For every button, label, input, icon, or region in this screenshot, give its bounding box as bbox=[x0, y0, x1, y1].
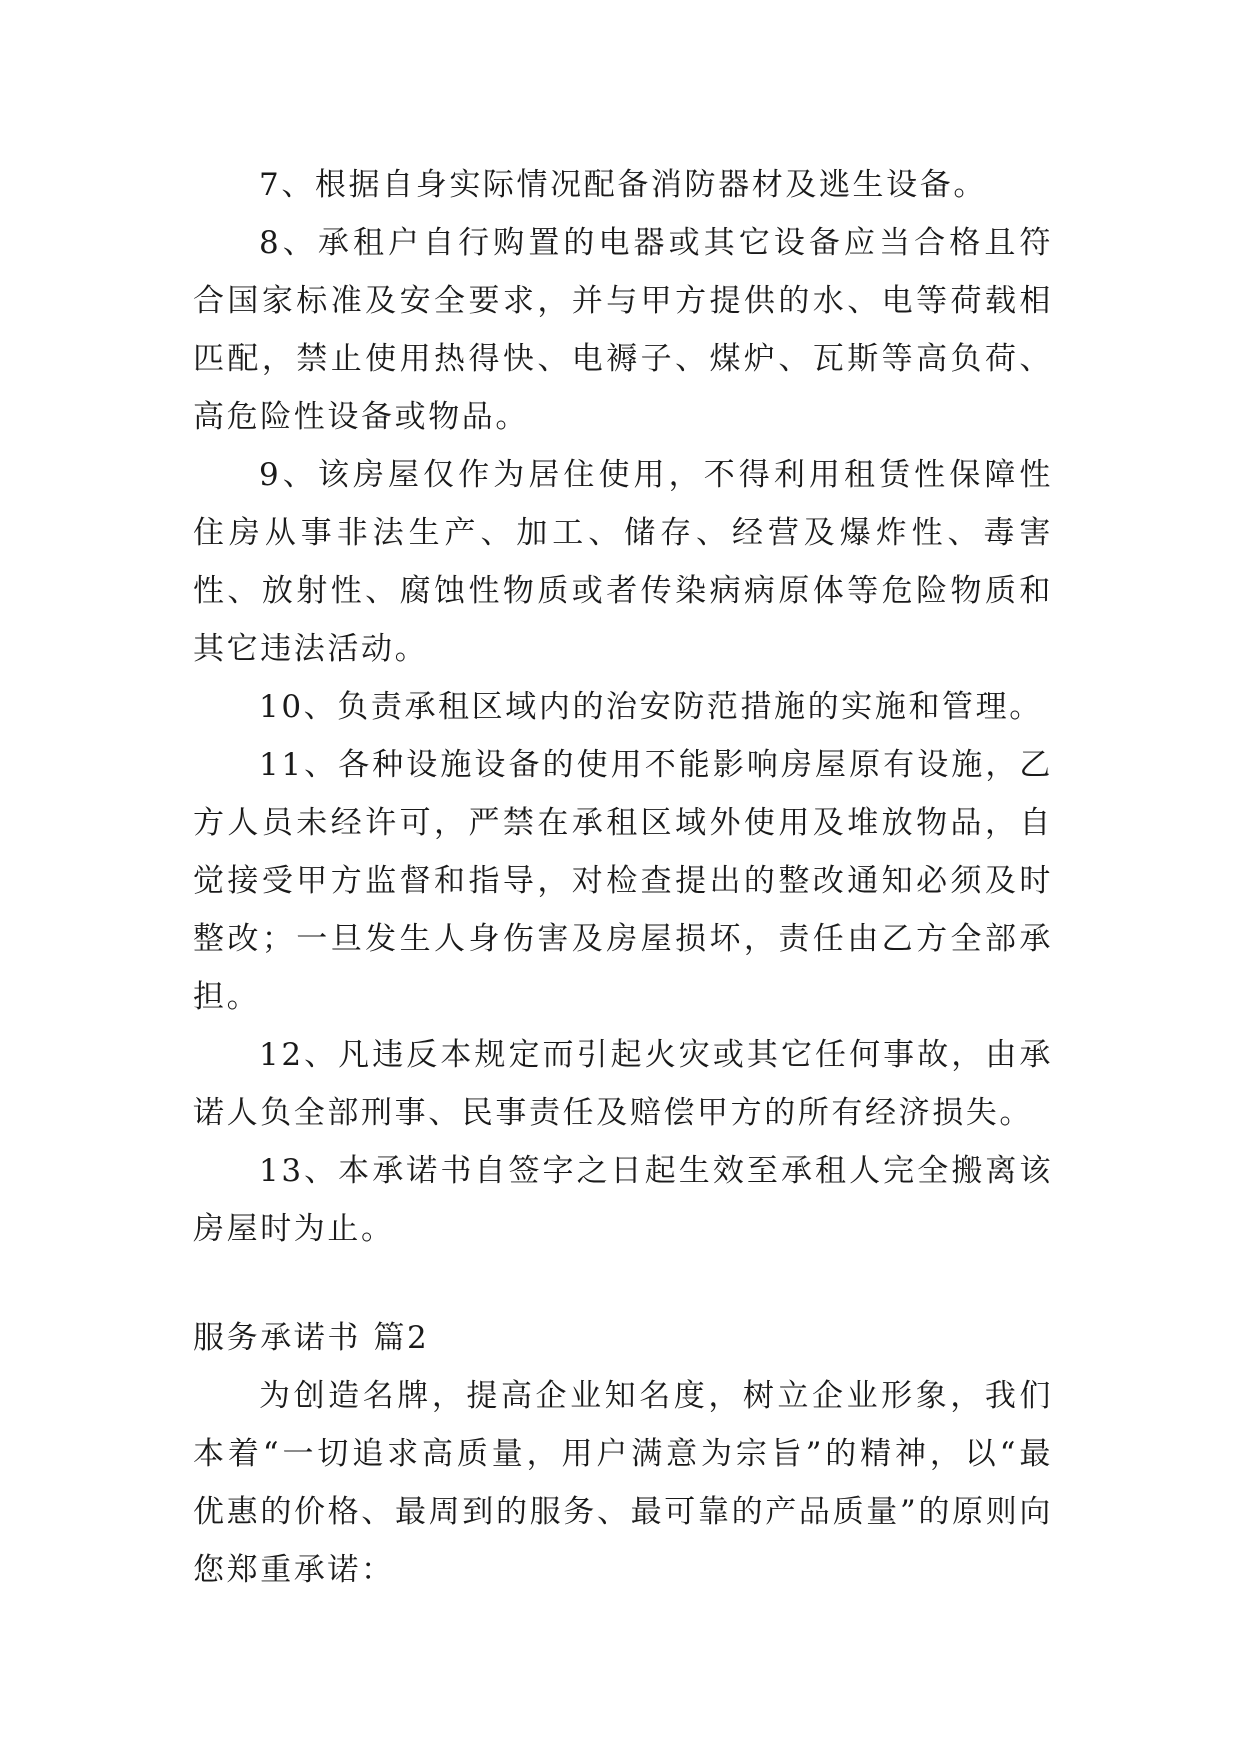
clause-10: 10、负责承租区域内的治安防范措施的实施和管理。 bbox=[259, 689, 1043, 725]
clause-11: 11、各种设施设备的使用不能影响房屋原有设施，乙方人员未经许可，严禁在承租区域外使用及堆放物品，自觉接受甲方监督和指导，对检查提出的整改通知必须及时整改；一旦发生人身伤害及房屋损坏，责任由乙方全部承担。 bbox=[193, 747, 1053, 1015]
section-heading: 服务承诺书 篇2 bbox=[193, 1320, 430, 1356]
clause-9: 9、该房屋仅作为居住使用，不得利用租赁性保障性住房从事非法生产、加工、储存、经营及爆炸性、毒害性、放射性、腐蚀性物质或者传染病病原体等危险物质和其它违法活动。 bbox=[193, 457, 1053, 667]
clause-12: 12、凡违反本规定而引起火灾或其它任何事故，由承诺人负全部刑事、民事责任及赔偿甲方的所有经济损失。 bbox=[193, 1037, 1053, 1131]
intro-paragraph: 为创造名牌，提高企业知名度，树立企业形象，我们本着“一切追求高质量，用户满意为宗旨”的精神，以“最优惠的价格、最周到的服务、最可靠的产品质量”的原则向您郑重承诺： bbox=[193, 1378, 1053, 1588]
clause-7: 7、根据自身实际情况配备消防器材及逃生设备。 bbox=[259, 167, 987, 203]
clause-13: 13、本承诺书自签字之日起生效至承租人完全搬离该房屋时为止。 bbox=[193, 1153, 1053, 1247]
document-body bbox=[193, 156, 1053, 1599]
clause-8: 8、承租户自行购置的电器或其它设备应当合格且符合国家标准及安全要求，并与甲方提供的水、电等荷载相匹配，禁止使用热得快、电褥子、煤炉、瓦斯等高负荷、高危险性设备或物品。 bbox=[193, 225, 1053, 435]
